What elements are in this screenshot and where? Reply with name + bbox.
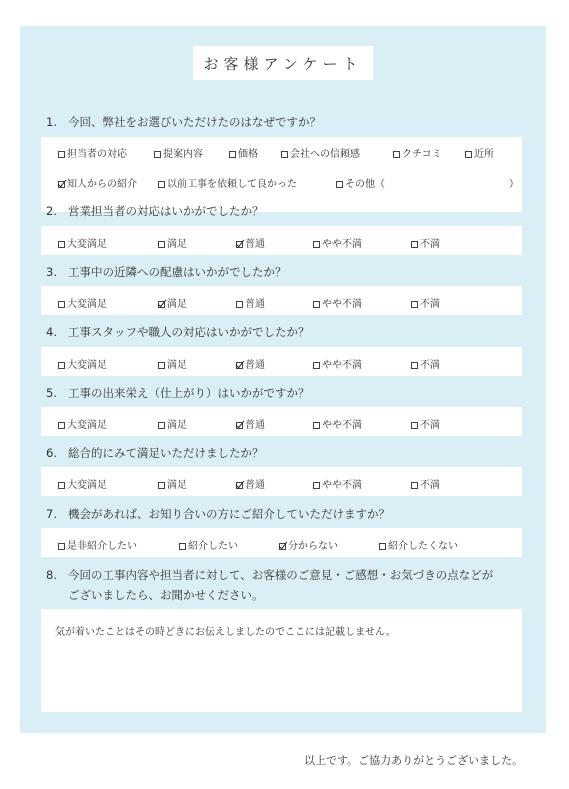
option-item[interactable]: 価格 [229,145,258,160]
question-6 [46,445,264,461]
option-item[interactable]: 普通 [236,476,265,491]
option-item[interactable]: 不満 [411,235,440,250]
option-item[interactable]: 以前工事を依頼して良かった [158,175,297,190]
option-item[interactable]: 大変満足 [58,235,107,250]
q4-options [41,347,522,376]
checkbox-checked[interactable] [236,422,243,429]
checkbox[interactable] [379,543,386,550]
option-item[interactable]: 普通 [236,235,265,250]
other-close-paren: ） [509,179,519,190]
q8-answer-box[interactable] [41,609,522,712]
question-1 [46,114,321,130]
question-number: 5. [46,386,57,400]
checkbox-checked[interactable] [58,181,65,188]
option-item[interactable]: 近所 [465,145,494,160]
option-item[interactable]: 不満 [411,356,440,371]
checkbox[interactable] [336,181,343,188]
checkbox[interactable] [229,151,236,158]
checkbox[interactable] [179,543,186,550]
question-text: 今回の工事内容や担当者に対して、お客様のご意見・ご感想・お気づきの点などが [68,568,494,582]
checkbox[interactable] [158,482,165,489]
option-item[interactable]: 大変満足 [58,356,107,371]
checkbox[interactable] [236,301,243,308]
checkbox[interactable] [411,482,418,489]
option-item[interactable]: 普通 [236,356,265,371]
question-text: 今回、弊社をお選びいただけたのはなぜですか？ [68,115,321,129]
question-8-line2: ございましたら、お聞かせください。 [68,588,264,602]
question-8 [46,567,493,583]
option-item[interactable]: 不満 [411,416,440,431]
checkbox[interactable] [313,422,320,429]
option-item[interactable]: 紹介したくない [379,537,458,552]
checkbox[interactable] [158,362,165,369]
question-text: 工事の出来栄え（仕上がり）はいかがですか？ [68,386,310,400]
answer-text: 気が着いたことはその時どきにお伝えしましたのでここには記載しません。 [55,627,396,638]
checkbox[interactable] [158,241,165,248]
checkbox[interactable] [58,422,65,429]
question-2 [46,203,264,219]
checkbox[interactable] [411,362,418,369]
checkbox[interactable] [58,482,65,489]
question-text: 工事中の近隣への配慮はいかがでしたか？ [68,265,287,279]
question-text: 工事スタッフや職人の対応はいかがでしたか？ [68,325,310,339]
option-item[interactable]: 担当者の対応 [58,145,127,160]
question-number: 2. [46,204,57,218]
checkbox[interactable] [411,422,418,429]
checkbox[interactable] [313,241,320,248]
question-number: 1. [46,115,57,129]
survey-title: お客様アンケート [193,46,373,80]
option-item[interactable]: その他（ [336,175,385,190]
question-7 [46,506,390,522]
option-item[interactable]: やや不満 [313,235,362,250]
option-item[interactable]: 満足 [158,235,187,250]
option-item[interactable]: やや不満 [313,476,362,491]
checkbox-checked[interactable] [236,241,243,248]
checkbox[interactable] [393,151,400,158]
question-number: 3. [46,265,57,279]
option-item[interactable]: やや不満 [313,416,362,431]
checkbox[interactable] [465,151,472,158]
question-number: 8. [46,568,57,582]
checkbox[interactable] [58,151,65,158]
option-item[interactable]: 満足 [158,295,187,310]
option-item[interactable]: 不満 [411,476,440,491]
checkbox[interactable] [158,181,165,188]
question-3 [46,264,287,280]
q3-options [41,286,522,315]
q2-options [41,226,522,255]
checkbox[interactable] [411,301,418,308]
checkbox[interactable] [158,422,165,429]
checkbox[interactable] [58,362,65,369]
checkbox[interactable] [154,151,161,158]
option-item[interactable]: やや不満 [313,295,362,310]
option-item[interactable]: 大変満足 [58,295,107,310]
option-item[interactable]: 会社への信頼感 [281,145,360,160]
checkbox-checked[interactable] [236,482,243,489]
checkbox-checked[interactable] [236,362,243,369]
option-item[interactable]: 分からない [279,537,338,552]
option-item[interactable]: 満足 [158,476,187,491]
q7-options [41,528,522,557]
q1-options [41,137,522,212]
checkbox-checked[interactable] [158,301,165,308]
option-item[interactable]: 提案内容 [154,145,203,160]
question-text: 総合的にみて満足いただけましたか？ [68,446,264,460]
option-item[interactable]: 大変満足 [58,416,107,431]
q5-options [41,407,522,436]
question-5 [46,385,310,401]
question-text: 機会があれば、お知り合いの方にご紹介していただけますか？ [68,507,390,521]
option-item[interactable]: 満足 [158,416,187,431]
q6-options [41,467,522,496]
question-number: 4. [46,325,57,339]
option-item[interactable]: 普通 [236,416,265,431]
option-item[interactable]: クチコミ [393,145,442,160]
survey-panel [20,26,546,733]
option-item[interactable]: 満足 [158,356,187,371]
question-number: 7. [46,507,57,521]
checkbox[interactable] [58,241,65,248]
option-item[interactable]: 知人からの紹介 [58,175,137,190]
checkbox[interactable] [281,151,288,158]
checkbox[interactable] [411,241,418,248]
option-item[interactable]: やや不満 [313,356,362,371]
option-item[interactable]: 紹介したい [179,537,238,552]
option-item[interactable]: 不満 [411,295,440,310]
question-number: 6. [46,446,57,460]
option-item[interactable]: 大変満足 [58,476,107,491]
question-4 [46,324,310,340]
checkbox[interactable] [313,362,320,369]
closing-message: 以上です。ご協力ありがとうございました。 [304,754,524,767]
checkbox[interactable] [58,543,65,550]
checkbox-checked[interactable] [279,543,286,550]
checkbox[interactable] [313,482,320,489]
option-item[interactable]: 是非紹介したい [58,537,137,552]
option-item[interactable]: 普通 [236,295,265,310]
question-text: 営業担当者の対応はいかがでしたか？ [68,204,264,218]
checkbox[interactable] [58,301,65,308]
checkbox[interactable] [313,301,320,308]
